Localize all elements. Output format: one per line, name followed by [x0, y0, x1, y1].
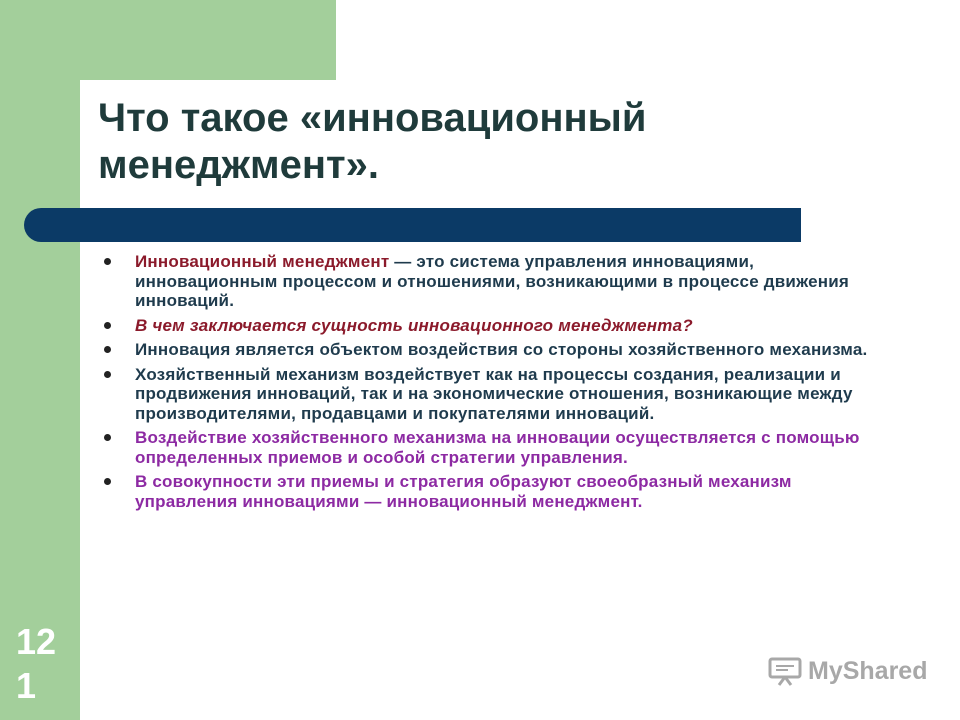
bullet-item — [104, 252, 884, 311]
bullet-list — [104, 252, 884, 516]
bullet-item — [104, 316, 884, 336]
bullet-text: Хозяйственный механизм воздействует как на процессы создания, реализации и продвижения инноваций, так и на экономические отношения, возникающие между производителями, продавцами и покупателями инноваций. — [135, 364, 853, 423]
watermark-text: MyShared — [808, 656, 928, 685]
page-number: 12 1 — [16, 621, 57, 706]
bullet-dot-icon — [104, 258, 111, 265]
bullet-dot-icon — [104, 478, 111, 485]
bullet-text: — это система управления инновациями, инновационным процессом и отношениями, возникающими в процессе движения инноваций. — [135, 252, 849, 310]
slide-title: Что такое «инновационный менеджмент». — [98, 96, 647, 188]
bullet-text: Инновация является объектом воздействия со стороны хозяйственного механизма. — [135, 340, 868, 359]
bullet-lead: Инновационный менеджмент — [135, 252, 390, 271]
bullet-item — [104, 428, 884, 467]
bullet-item — [104, 340, 884, 360]
title-underline-bar — [24, 208, 801, 242]
bullet-dot-icon — [104, 346, 111, 353]
bullet-dot-icon — [104, 434, 111, 441]
top-green-block — [80, 0, 336, 80]
bullet-item — [104, 365, 884, 424]
bullet-dot-icon — [104, 371, 111, 378]
presentation-icon — [768, 656, 802, 686]
watermark — [768, 656, 927, 686]
bullet-text: Воздействие хозяйственного механизма на инновации осуществляется с помощью определенных приемов и особой стратегии управления. — [135, 428, 860, 467]
bullet-text: В совокупности эти приемы и стратегия образуют своеобразный механизм управления инновациями — инновационный менеджмент. — [135, 472, 792, 511]
bullet-item — [104, 472, 884, 511]
bullet-dot-icon — [104, 322, 111, 329]
left-green-strip — [0, 0, 80, 720]
bullet-text: В чем заключается сущность инновационного менеджмента? — [135, 315, 693, 335]
